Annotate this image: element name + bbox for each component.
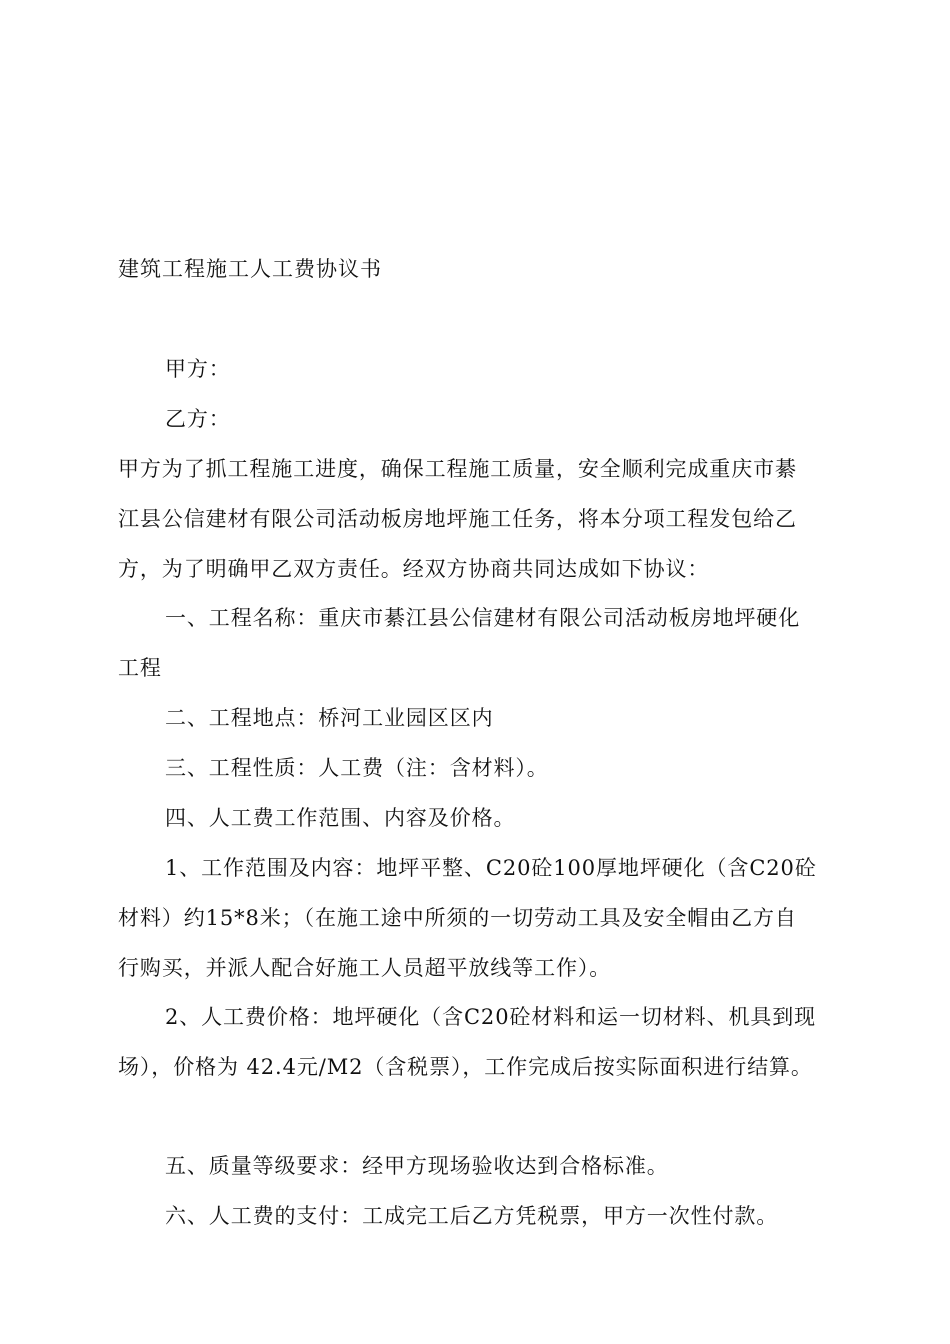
party-b-label: 乙方： (165, 407, 231, 431)
intro-line-2: 江县公信建材有限公司活动板房地坪施工任务，将本分项工程发包给乙 (118, 507, 797, 531)
clause-1-line-2: 工程 (118, 656, 162, 680)
clause-4-1-line-2: 材料）约15*8米；（在施工途中所须的一切劳动工具及安全帽由乙方自 (118, 906, 797, 930)
clause-4-1-line-1: 1、工作范围及内容：地坪平整、C20砼100厚地坪硬化（含C20砼 (165, 856, 817, 880)
clause-6: 六、人工费的支付：工成完工后乙方凭税票，甲方一次性付款。 (165, 1204, 779, 1228)
intro-line-3: 方，为了明确甲乙双方责任。经双方协商共同达成如下协议： (118, 557, 710, 581)
document-title: 建筑工程施工人工费协议书 (118, 257, 382, 281)
clause-1-line-1: 一、工程名称：重庆市綦江县公信建材有限公司活动板房地坪硬化 (165, 606, 801, 630)
clause-5: 五、质量等级要求：经甲方现场验收达到合格标准。 (165, 1154, 669, 1178)
intro-line-1: 甲方为了抓工程施工进度，确保工程施工质量，安全顺利完成重庆市綦 (118, 457, 797, 481)
clause-4-2-line-2: 场），价格为 42.4元/M2（含税票），工作完成后按实际面积进行结算。 (118, 1055, 813, 1079)
clause-3: 三、工程性质：人工费（注：含材料）。 (165, 756, 549, 780)
clause-4-1-line-3: 行购买，并派人配合好施工人员超平放线等工作）。 (118, 956, 612, 980)
clause-4: 四、人工费工作范围、内容及价格。 (165, 806, 516, 830)
clause-4-2-line-1: 2、人工费价格：地坪硬化（含C20砼材料和运一切材料、机具到现 (165, 1005, 817, 1029)
clause-2: 二、工程地点：桥河工业园区区内 (165, 706, 494, 730)
party-a-label: 甲方： (165, 357, 231, 381)
